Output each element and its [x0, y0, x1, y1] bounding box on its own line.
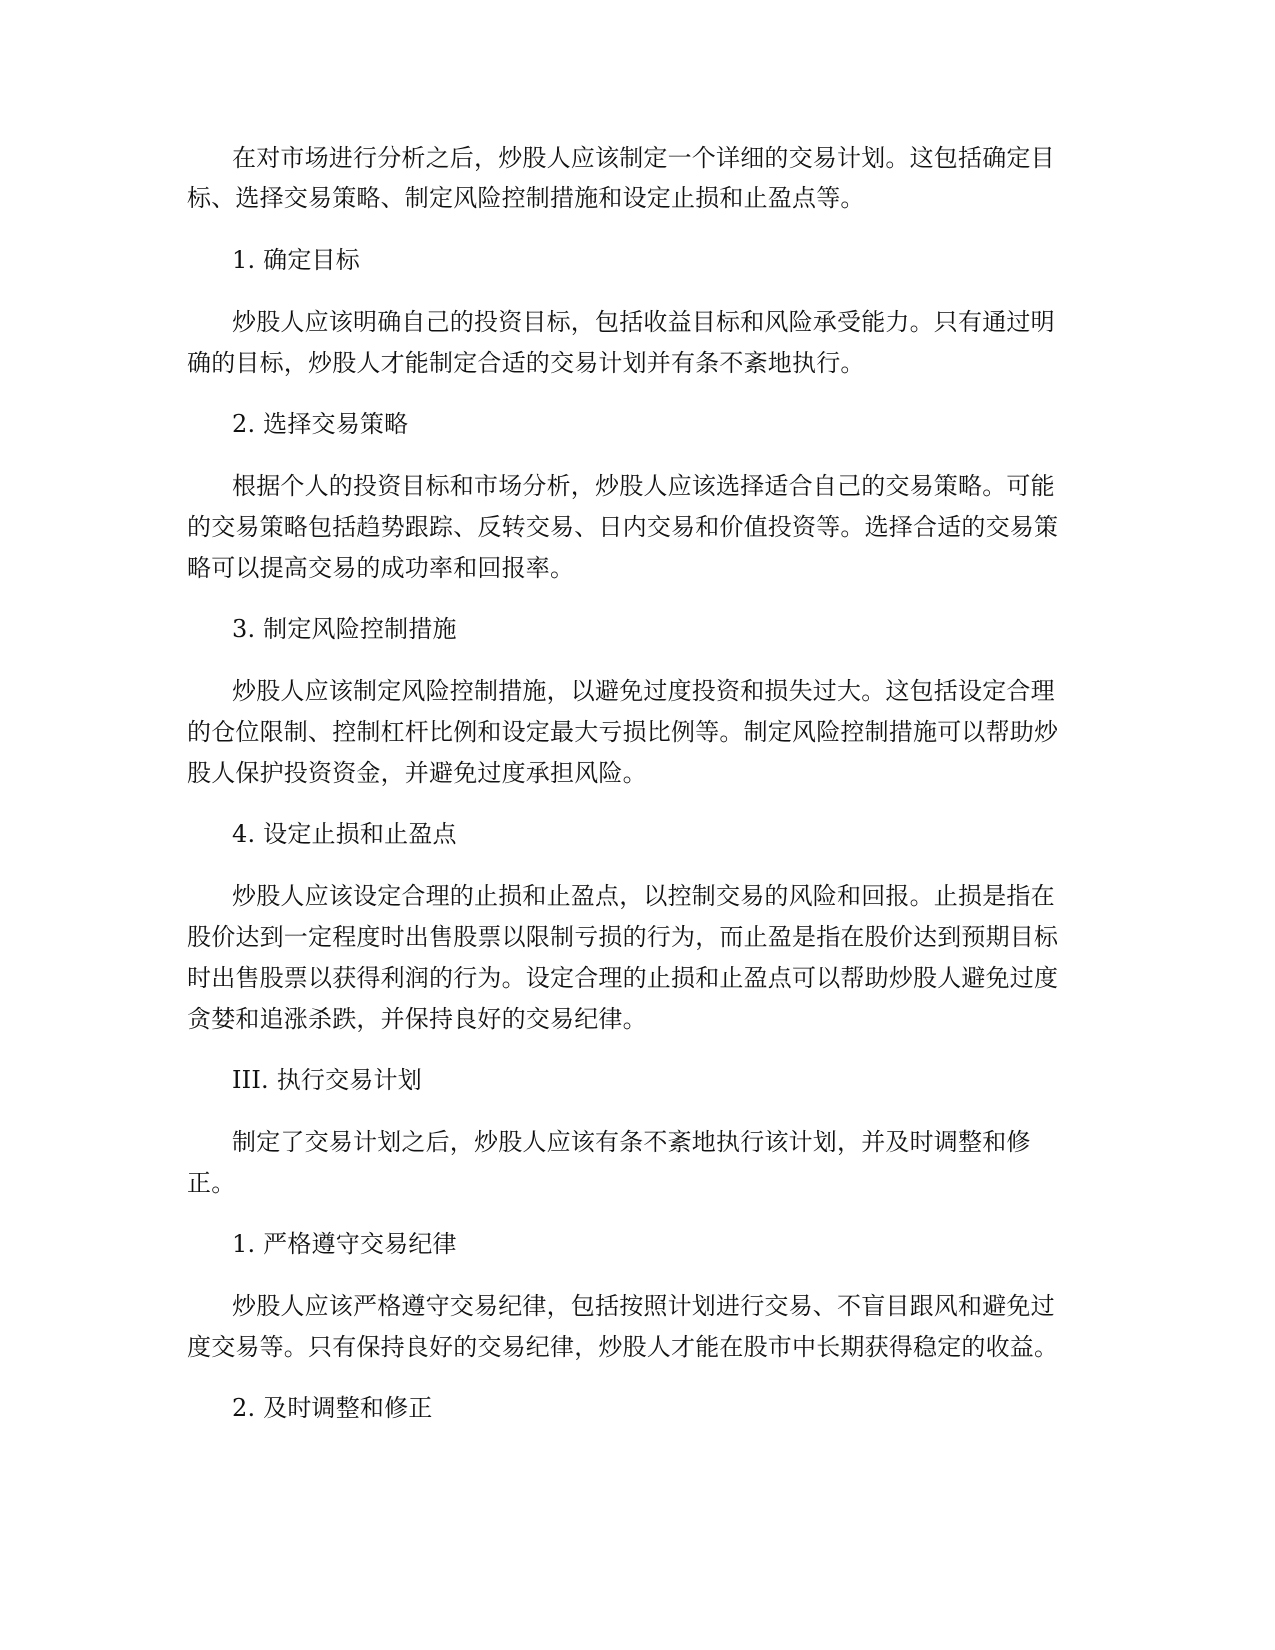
paragraph-line: 在对市场进行分析之后，炒股人应该制定一个详细的交易计划。这包括确定目: [232, 144, 1055, 172]
section-heading: 1. 确定目标: [232, 246, 360, 274]
paragraph-line: 略可以提高交易的成功率和回报率。: [187, 554, 575, 582]
paragraph-line: 度交易等。只有保持良好的交易纪律，炒股人才能在股市中长期获得稳定的收益。: [187, 1333, 1059, 1361]
paragraph-line: 标、选择交易策略、制定风险控制措施和设定止损和止盈点等。: [187, 184, 865, 212]
section-heading: 2. 选择交易策略: [232, 410, 409, 438]
paragraph-line: 股人保护投资资金，并避免过度承担风险。: [187, 759, 647, 787]
paragraph-line: 股价达到一定程度时出售股票以限制亏损的行为，而止盈是指在股价达到预期目标: [187, 923, 1059, 951]
paragraph-line: 炒股人应该制定风险控制措施，以避免过度投资和损失过大。这包括设定合理: [232, 677, 1055, 705]
section-heading: 4. 设定止损和止盈点: [232, 820, 457, 848]
paragraph-line: 的仓位限制、控制杠杆比例和设定最大亏损比例等。制定风险控制措施可以帮助炒: [187, 718, 1059, 746]
paragraph-line: 制定了交易计划之后，炒股人应该有条不紊地执行该计划，并及时调整和修: [232, 1128, 1031, 1156]
paragraph-line: 根据个人的投资目标和市场分析，炒股人应该选择适合自己的交易策略。可能: [232, 472, 1055, 500]
section-heading: 1. 严格遵守交易纪律: [232, 1230, 457, 1258]
section-heading: III. 执行交易计划: [232, 1066, 422, 1094]
paragraph-line: 确的目标，炒股人才能制定合适的交易计划并有条不紊地执行。: [187, 349, 865, 377]
paragraph-line: 正。: [187, 1169, 236, 1197]
paragraph-line: 炒股人应该严格遵守交易纪律，包括按照计划进行交易、不盲目跟风和避免过: [232, 1292, 1055, 1320]
paragraph-line: 的交易策略包括趋势跟踪、反转交易、日内交易和价值投资等。选择合适的交易策: [187, 513, 1059, 541]
section-heading: 3. 制定风险控制措施: [232, 615, 457, 643]
paragraph-line: 炒股人应该设定合理的止损和止盈点，以控制交易的风险和回报。止损是指在: [232, 882, 1055, 910]
section-heading: 2. 及时调整和修正: [232, 1394, 433, 1422]
paragraph-line: 贪婪和追涨杀跌，并保持良好的交易纪律。: [187, 1005, 647, 1033]
paragraph-line: 炒股人应该明确自己的投资目标，包括收益目标和风险承受能力。只有通过明: [232, 308, 1055, 336]
paragraph-line: 时出售股票以获得利润的行为。设定合理的止损和止盈点可以帮助炒股人避免过度: [187, 964, 1059, 992]
